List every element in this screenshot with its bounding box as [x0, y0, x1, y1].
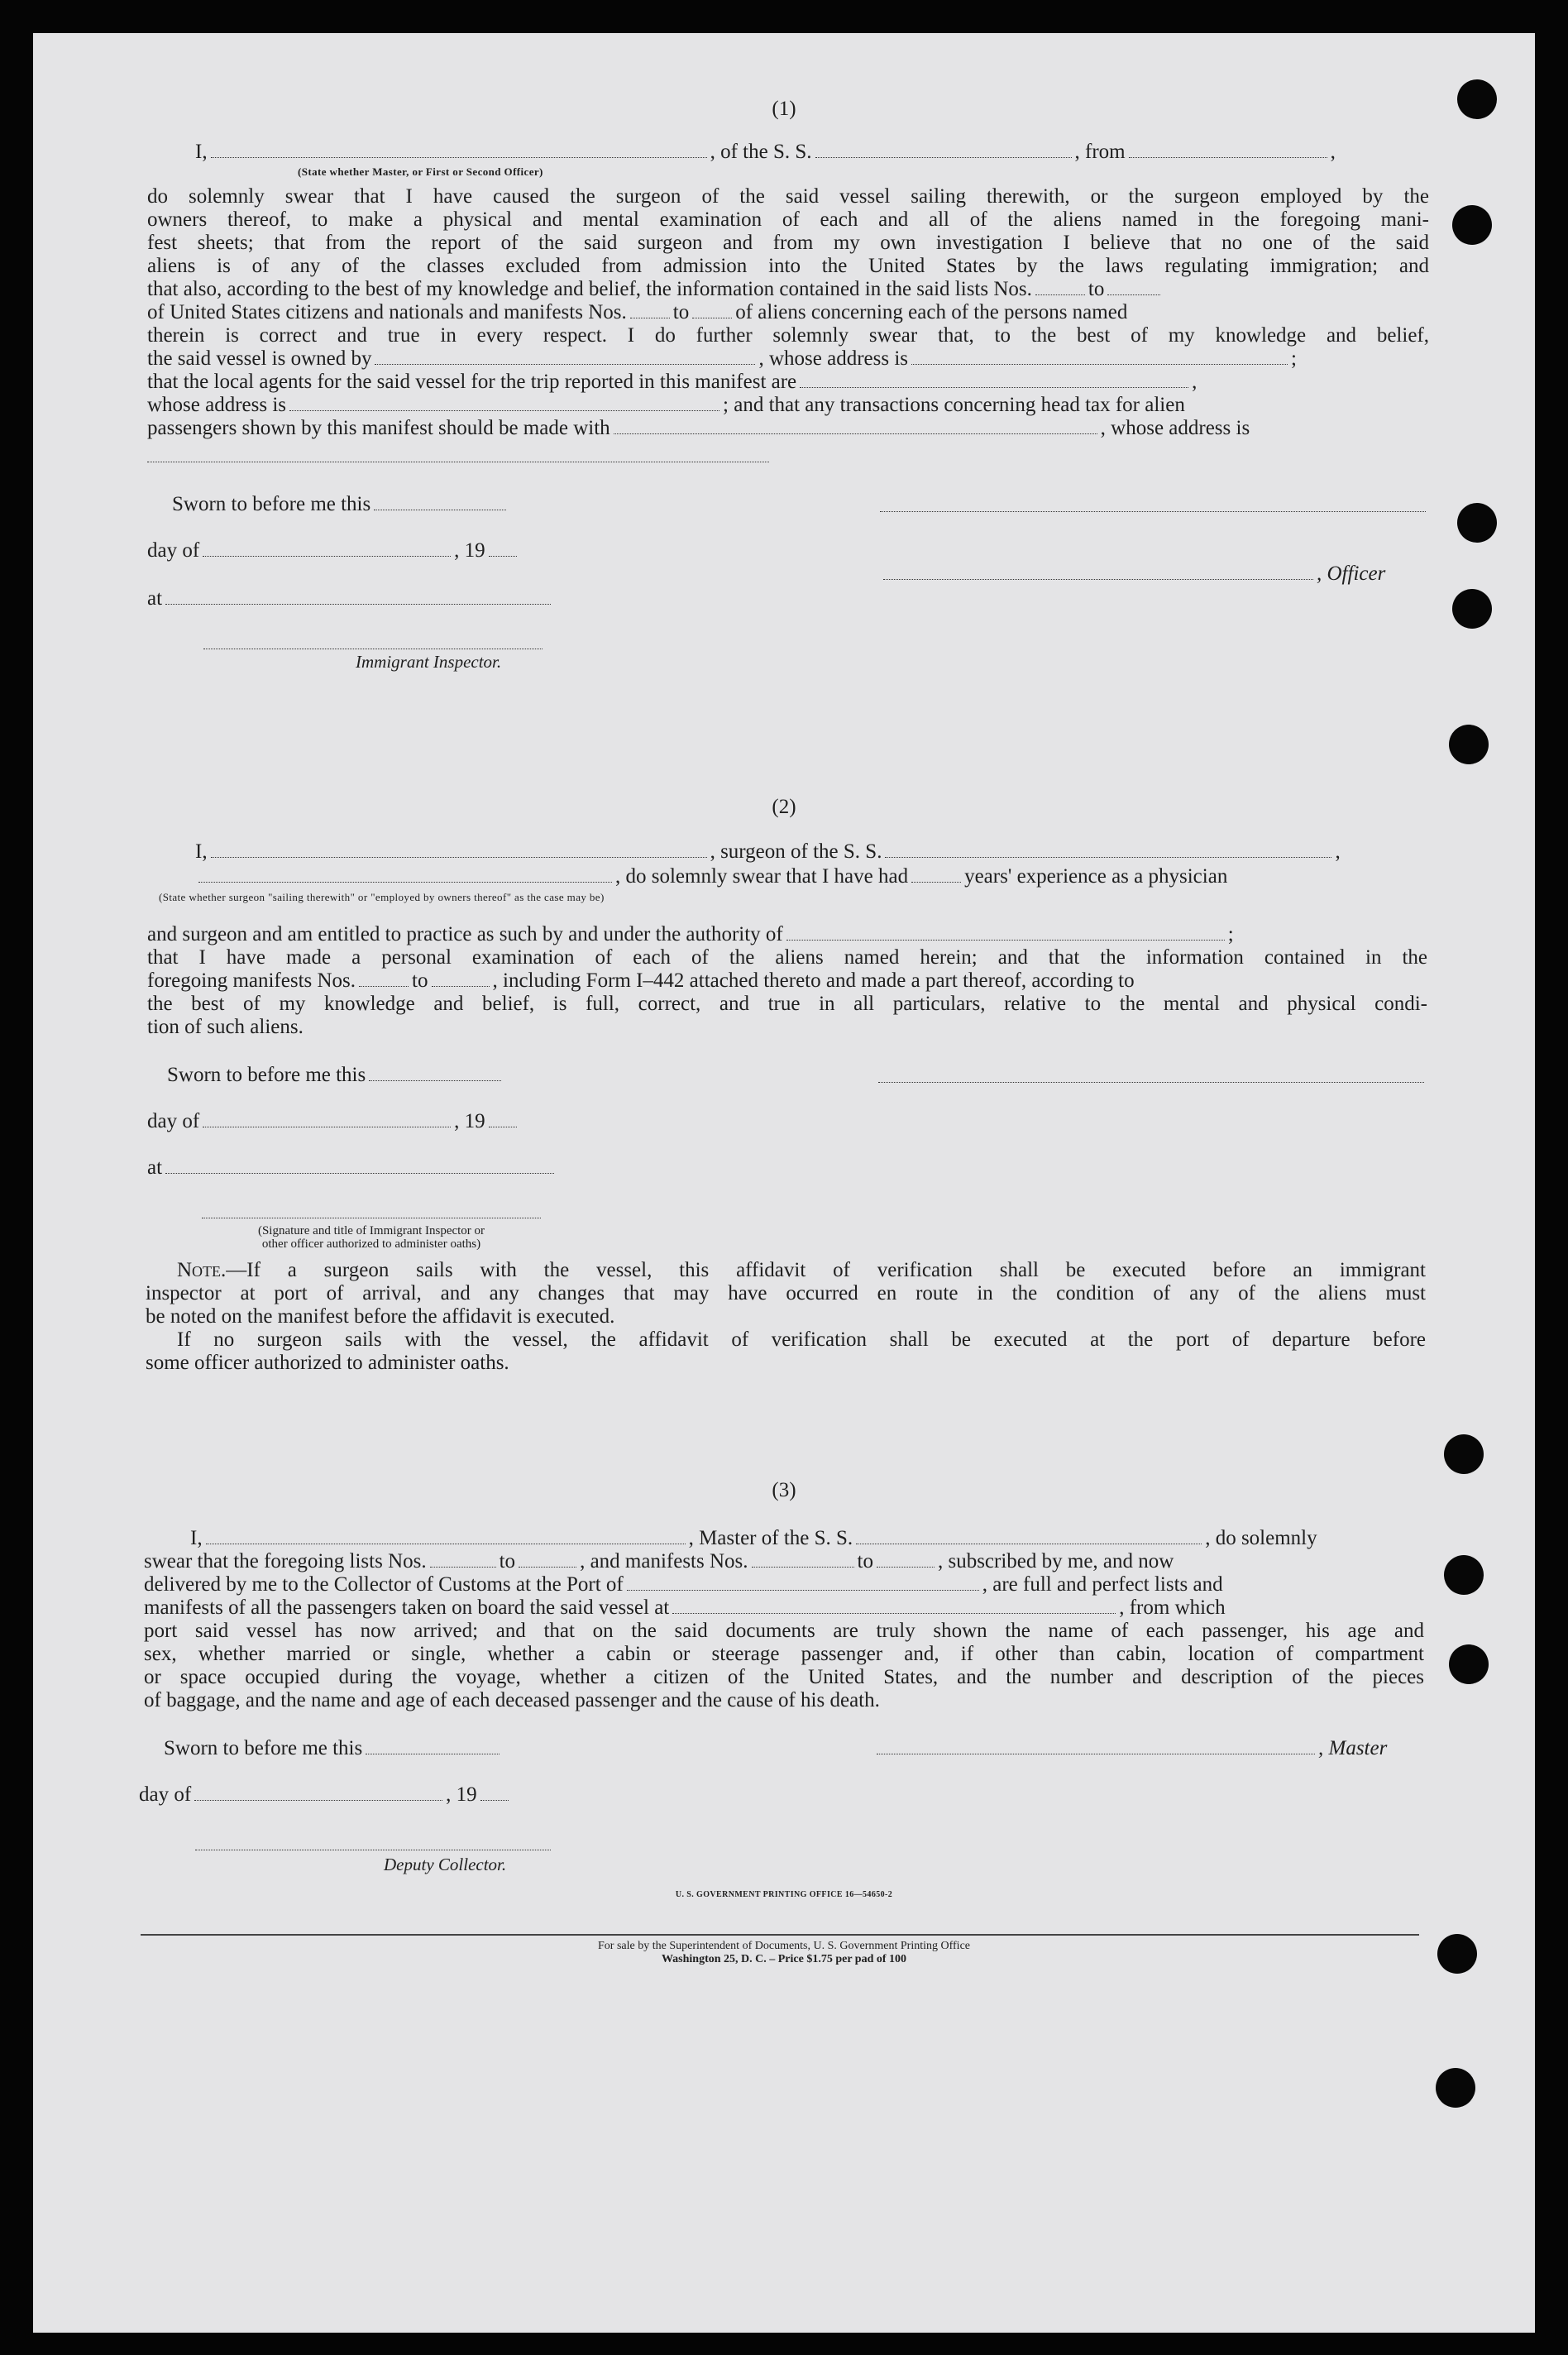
owner-line — [147, 347, 1297, 371]
note-line: some officer authorized to administer oaths. — [146, 1352, 509, 1374]
section-2-first-line — [195, 840, 1341, 864]
officer-label: , Officer — [1317, 562, 1386, 585]
rank-blank[interactable] — [211, 142, 707, 158]
authority-line — [147, 923, 1234, 946]
text: day of — [147, 1110, 200, 1132]
note-label: Note. — [177, 1259, 227, 1281]
section-2-second-line — [195, 865, 1227, 888]
collector-port-line — [144, 1573, 1223, 1596]
agents-address-line — [147, 394, 1185, 417]
i-label: I, — [195, 141, 208, 163]
year-blank[interactable] — [489, 1112, 517, 1127]
footer-rule — [141, 1934, 1419, 1936]
owner-blank[interactable] — [375, 349, 755, 365]
text: to — [857, 1550, 873, 1572]
manifests-line — [147, 969, 1135, 993]
note-line — [177, 1259, 1426, 1282]
manifest-from-blank[interactable] — [752, 1552, 854, 1568]
boarding-port-line — [144, 1596, 1226, 1620]
punch-hole — [1452, 589, 1492, 629]
punch-hole — [1457, 503, 1497, 543]
manifest-to-blank[interactable] — [432, 971, 490, 987]
printing-office-imprint: U. S. GOVERNMENT PRINTING OFFICE 16—54650-2 — [675, 1890, 893, 1899]
text: that also, according to the best of my knowledge and belief, the information contained in the said lists Nos. — [147, 278, 1032, 300]
oath-line: tion of such aliens. — [147, 1016, 304, 1038]
sworn-line — [172, 493, 509, 516]
punch-hole — [1436, 2068, 1475, 2108]
text: , 19 — [446, 1783, 477, 1806]
section-3-first-line — [190, 1527, 1317, 1550]
sworn-date-blank[interactable] — [374, 495, 506, 510]
oath-line: owners thereof, to make a physical and mental examination of each and all of the aliens named in the foregoing mani- — [147, 208, 1429, 231]
oath-line: of baggage, and the name and age of each deceased passenger and the cause of his death. — [144, 1689, 880, 1711]
section-1-first-line — [195, 141, 1336, 164]
from-label: , from — [1074, 141, 1126, 163]
text: , whose address is — [758, 347, 909, 370]
day-of-line — [147, 539, 520, 562]
authority-blank[interactable] — [786, 925, 1225, 941]
text: that the local agents for the said vessel for the trip reported in this manifest are — [147, 371, 797, 393]
text: ; — [1227, 923, 1234, 945]
signature-blank[interactable] — [880, 511, 1426, 512]
head-tax-line — [147, 417, 1250, 440]
master-name-blank[interactable] — [206, 1529, 686, 1544]
vessel-name-blank[interactable] — [815, 142, 1072, 158]
punch-hole — [1444, 1434, 1484, 1474]
sale-notice: Washington 25, D. C. – Price $1.75 per pad of 100 — [661, 1953, 907, 1965]
month-blank[interactable] — [203, 1112, 451, 1127]
text: to — [672, 301, 690, 323]
list-from-blank[interactable] — [1035, 280, 1085, 295]
text: to — [499, 1550, 516, 1572]
text: to — [1088, 278, 1105, 300]
text: , — [1192, 371, 1198, 393]
sworn-line — [167, 1064, 504, 1087]
text: , subscribed by me, and now — [937, 1550, 1174, 1572]
collector-label: Deputy Collector. — [384, 1855, 507, 1874]
text: at — [147, 1156, 163, 1179]
manifest-from-blank[interactable] — [359, 971, 409, 987]
text: the said vessel is owned by — [147, 347, 372, 370]
manifests-line — [147, 301, 1429, 324]
text: day of — [147, 539, 200, 562]
text: swear that the foregoing lists Nos. — [144, 1550, 427, 1572]
text: , Master of the S. S. — [688, 1527, 853, 1549]
note-line: inspector at port of arrival, and any changes that may have occurred en route in the condition of any of the aliens must — [146, 1282, 1426, 1304]
inspector-label: Immigrant Inspector. — [356, 652, 502, 672]
agents-address-blank[interactable] — [289, 395, 719, 411]
section-2-number: (2) — [772, 796, 796, 818]
year-blank[interactable] — [489, 541, 517, 557]
from-port-blank[interactable] — [1129, 142, 1327, 158]
oath-line: do solemnly swear that I have caused the surgeon of the said vessel sailing therewith, or the surgeon employed by the — [147, 185, 1429, 208]
text: passengers shown by this manifest should be made with — [147, 417, 610, 439]
master-label: , Master — [1318, 1737, 1388, 1759]
text: years' experience as a physician — [964, 865, 1228, 888]
manifest-from-blank[interactable] — [630, 303, 670, 318]
section-1-number: (1) — [772, 98, 796, 120]
officer-line — [880, 562, 1385, 586]
text: , 19 — [454, 539, 485, 562]
oath-line: aliens is of any of the classes excluded from admission into the United States by the laws regulating immigration; and — [147, 255, 1429, 277]
oath-line: fest sheets; that from the report of the said surgeon and from my own investigation I believe that no one of the said — [147, 232, 1429, 254]
text: to — [412, 969, 428, 992]
text: delivered by me to the Collector of Customs at the Port of — [144, 1573, 624, 1596]
text: , and manifests Nos. — [580, 1550, 748, 1572]
text: at — [147, 587, 163, 610]
text: , whose address is — [1100, 417, 1250, 439]
text: —If a surgeon sails with the vessel, this affidavit of verification shall be executed before an immigrant — [226, 1259, 1426, 1281]
text: , do solemnly swear that I have had — [615, 865, 909, 888]
surgeon-status-blank[interactable] — [198, 867, 612, 883]
punch-hole — [1444, 1555, 1484, 1595]
at-line — [147, 1156, 557, 1180]
list-to-blank[interactable] — [1107, 280, 1160, 295]
text: of United States citizens and nationals and manifests Nos. — [147, 301, 627, 323]
list-from-blank[interactable] — [430, 1552, 496, 1568]
sale-notice: For sale by the Superintendent of Documents, U. S. Government Printing Office — [598, 1940, 970, 1952]
punch-hole — [1449, 725, 1489, 764]
sworn-line — [164, 1737, 503, 1760]
surgeon-hint: (State whether surgeon "sailing therewith" or "employed by owners thereof" as the case may be) — [159, 891, 605, 903]
text: day of — [139, 1783, 192, 1806]
text: Sworn to before me this — [164, 1737, 363, 1759]
punch-hole — [1452, 205, 1492, 245]
oath-line: therein is correct and true in every respect. I do further solemnly swear that, to the best of my knowledge and belief, — [147, 324, 1429, 347]
oath-line: that I have made a personal examination of each of the aliens named herein; and that the information contained in the — [147, 946, 1427, 969]
month-blank[interactable] — [203, 541, 451, 557]
text: , 19 — [454, 1110, 485, 1132]
lists-line — [144, 1550, 1174, 1573]
comma: , — [1330, 141, 1336, 163]
surgeon-name-blank[interactable] — [211, 842, 707, 858]
text: , from which — [1119, 1596, 1226, 1619]
surgeon-signature-blank[interactable] — [878, 1082, 1424, 1083]
section-3-number: (3) — [772, 1479, 796, 1501]
text: , including Form I–442 attached thereto and made a part thereof, according to — [492, 969, 1135, 992]
of-ss-label: , of the S. S. — [710, 141, 812, 163]
agents-blank[interactable] — [800, 372, 1188, 388]
lists-line — [147, 278, 1429, 301]
signature-hint: other officer authorized to administer oaths) — [261, 1237, 481, 1251]
owner-address-blank[interactable] — [911, 349, 1288, 365]
oath-line: the best of my knowledge and belief, is full, correct, and true in all particulars, relative to the mental and physical condi- — [147, 993, 1427, 1015]
text: Sworn to before me this — [172, 493, 371, 515]
year-blank[interactable] — [480, 1785, 509, 1801]
rank-hint: (State whether Master, or First or Second Officer) — [298, 165, 543, 178]
text: manifests of all the passengers taken on board the said vessel at — [144, 1596, 670, 1619]
officer-signature-blank[interactable] — [883, 564, 1313, 580]
day-of-line — [139, 1783, 512, 1807]
boarding-port-blank[interactable] — [672, 1598, 1116, 1614]
head-tax-blank[interactable] — [614, 419, 1097, 434]
i-label: I, — [190, 1527, 203, 1549]
sworn-date-blank[interactable] — [366, 1739, 500, 1754]
note-line: If no surgeon sails with the vessel, the affidavit of verification shall be executed at the port of departure before — [177, 1328, 1426, 1351]
text: ; and that any transactions concerning head tax for alien — [723, 394, 1185, 416]
signature-hint: (Signature and title of Immigrant Inspector or — [257, 1224, 485, 1237]
text: of aliens concerning each of the persons named — [735, 301, 1128, 323]
oath-line: sex, whether married or single, whether a cabin or steerage passenger and, if other than cabin, location of compartment — [144, 1643, 1424, 1665]
vessel-name-blank[interactable] — [885, 842, 1331, 858]
text: whose address is — [147, 394, 287, 416]
text: and surgeon and am entitled to practice as such by and under the authority of — [147, 923, 783, 945]
text: , do solemnly — [1205, 1527, 1317, 1549]
at-place-blank[interactable] — [165, 589, 551, 605]
text: , are full and perfect lists and — [982, 1573, 1223, 1596]
master-signature-blank[interactable] — [877, 1739, 1315, 1754]
day-of-line — [147, 1110, 520, 1133]
text: ; — [1291, 347, 1297, 370]
i-label: I, — [195, 840, 208, 863]
at-line — [147, 587, 554, 610]
sworn-date-blank[interactable] — [369, 1065, 501, 1081]
note-line: be noted on the manifest before the affidavit is executed. — [146, 1305, 615, 1328]
form-sheet — [33, 33, 1535, 2333]
years-blank[interactable] — [911, 867, 961, 883]
manifest-to-blank[interactable] — [877, 1552, 935, 1568]
at-place-blank[interactable] — [165, 1158, 554, 1174]
month-blank[interactable] — [194, 1785, 442, 1801]
manifest-to-blank[interactable] — [692, 303, 732, 318]
text: foregoing manifests Nos. — [147, 969, 356, 992]
oath-line: port said vessel has now arrived; and that on the said documents are truly shown the name of each passenger, his age and — [144, 1620, 1424, 1642]
text: , surgeon of the S. S. — [710, 840, 882, 863]
vessel-name-blank[interactable] — [856, 1529, 1202, 1544]
agents-line — [147, 371, 1197, 394]
port-blank[interactable] — [627, 1575, 979, 1591]
text: Sworn to before me this — [167, 1064, 366, 1086]
oath-line: or space occupied during the voyage, whether a citizen of the United States, and the number and description of the pieces — [144, 1666, 1424, 1688]
master-signature-line — [873, 1737, 1387, 1760]
text: , — [1335, 840, 1341, 863]
punch-hole — [1449, 1644, 1489, 1684]
list-to-blank[interactable] — [519, 1552, 576, 1568]
